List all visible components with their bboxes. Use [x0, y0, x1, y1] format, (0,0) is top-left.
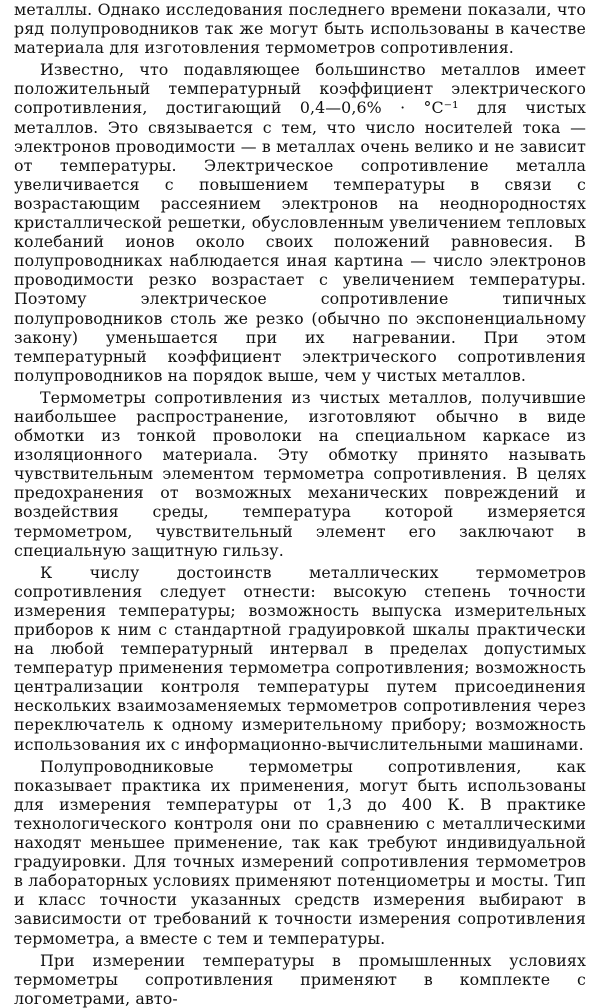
paragraph-metal-thermometers: Термометры сопротивления из чистых металлов, получившие наибольшее распространение, изготовляют обычно в виде обмотки из тонкой проволоки на специальном каркасе из изоляционного материала. Эту обмотку принято называть чувствительным элементом термометра сопротивления. В целях предохранения от возможных механических повреждений и воздействия среды, температура которой измеряется термометром, чувствительный элемент его заключают в специальную защитную гильзу.	[14, 387, 586, 560]
paragraph-advantages: К числу достоинств металлических термометров сопротивления следует отнести: высокую степень точности измерения температуры; возможность выпуска измерительных приборов к ним с стандартной градуировкой шкалы практически на любой температурный интервал в пределах допустимых температур применения термометра сопротивления; возможность централизации контроля температуры путем присоединения нескольких взаимозаменяемых термометров сопротивления через переключатель к одному измерительному прибору; возможность использования их с информационно-вычислительными машинами.	[14, 562, 586, 754]
paragraph-continuation: металлы. Однако исследования последнего времени показали, что ряд полупроводников так же могут быть использованы в качестве материала для изготовления термометров сопротивления.	[14, 0, 586, 58]
paragraph-semiconductor-thermometers: Полупроводниковые термометры сопротивления, как показывает практика их применения, могут быть использованы для измерения температуры от 1,3 до 400 К. В практике технологического контроля они по сравнению с металлическими находят меньшее применение, так как требуют индивидуальной градуировки. Для точных измерений сопротивления термометров в лабораторных условиях применяют потенциометры и мосты. Тип и класс точности указанных средств измерения выбирают в зависимости от требований к точности измерения сопротивления термометра, а вместе с тем и температуры.	[14, 756, 586, 948]
document-page	[14, 0, 586, 1008]
paragraph-industrial-measurement: При измерении температуры в промышленных условиях термометры сопротивления применяют в комплекте с логометрами, авто-	[14, 950, 586, 1008]
paragraph-temperature-coefficient: Известно, что подавляющее большинство металлов имеет положительный температурный коэффициент электрического сопротивления, достигающий 0,4—0,6% · °С⁻¹ для чистых металлов. Это связывается с тем, что число носителей тока — электронов проводимости — в металлах очень велико и не зависит от температуры. Электрическое сопротивление металла увеличивается с повышением температуры в связи с возрастающим рассеянием электронов на неоднородностях кристаллической решетки, обусловленным увеличением тепловых колебаний ионов около своих положений равновесия. В полупроводниках наблюдается иная картина — число электронов проводимости резко возрастает с увеличением температуры. Поэтому электрическое сопротивление типичных полупроводников столь же резко (обычно по экспоненциальному закону) уменьшается при их нагревании. При этом температурный коэффициент электрического сопротивления полупроводников на порядок выше, чем у чистых металлов.	[14, 60, 586, 385]
